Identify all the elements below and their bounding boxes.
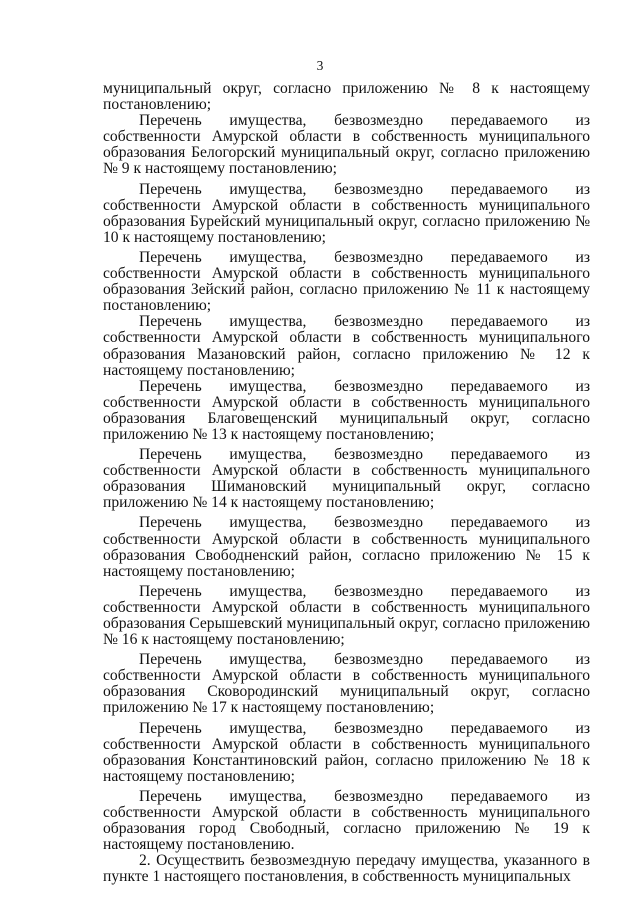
paragraph-list-item: Перечень имущества, безвозмездно передаваемого из собственности Амурской области в собственность муниципального образования Серышевский муниципальный округ, согласно приложению № 16 к настоящему постановлению; <box>103 582 590 649</box>
paragraph-list-item: Перечень имущества, безвозмездно передаваемого из собственности Амурской области в собственность муниципального образования Шимановский муниципальный округ, согласно приложению № 14 к настоящему постановлению; <box>103 446 590 512</box>
paragraph-list-item: Перечень имущества, безвозмездно передаваемого из собственности Амурской области в собственность муниципального образования Мазановский район, согласно приложению № 12 к настоящему постановлению; <box>103 313 590 379</box>
paragraph-list-item: Перечень имущества, безвозмездно передаваемого из собственности Амурской области в собственность муниципального образования Константиновский район, согласно приложению № 18 к настоящему постановлению; <box>103 719 590 785</box>
paragraph-list-item: Перечень имущества, безвозмездно передаваемого из собственности Амурской области в собственность муниципального образования Сковородинский муниципальный округ, согласно приложению № 17 к настоящему постановлению; <box>103 651 590 717</box>
paragraph-continuation: муниципальный округ, согласно приложению № 8 к настоящему постановлению; <box>103 80 590 114</box>
paragraph-list-item: Перечень имущества, безвозмездно передаваемого из собственности Амурской области в собственность муниципального образования Бурейский муниципальный округ, согласно приложению № 10 к настоящему постановлению; <box>103 180 590 246</box>
document-body <box>103 81 590 886</box>
paragraph-list-item: Перечень имущества, безвозмездно передаваемого из собственности Амурской области в собственность муниципального образования Зейский район, согласно приложению № 11 к настоящему постановлению; <box>103 248 590 315</box>
paragraph-section-2: 2. Осуществить безвозмездную передачу имущества, указанного в пункте 1 настоящего постановления, в собственность муниципальных <box>103 852 590 886</box>
paragraph-list-item: Перечень имущества, безвозмездно передаваемого из собственности Амурской области в собственность муниципального образования Свободненский район, согласно приложению № 15 к настоящему постановлению; <box>103 514 590 580</box>
paragraph-list-item: Перечень имущества, безвозмездно передаваемого из собственности Амурской области в собственность муниципального образования Благовещенский муниципальный округ, согласно приложению № 13 к настоящему постановлению; <box>103 377 590 443</box>
paragraph-list-item: Перечень имущества, безвозмездно передаваемого из собственности Амурской области в собственность муниципального образования Белогорский муниципальный округ, согласно приложению № 9 к настоящему постановлению; <box>103 112 590 178</box>
page-number: 3 <box>316 58 324 73</box>
paragraph-list-item: Перечень имущества, безвозмездно передаваемого из собственности Амурской области в собственность муниципального образования город Свободный, согласно приложению № 19 к настоящему постановлению. <box>103 787 590 854</box>
